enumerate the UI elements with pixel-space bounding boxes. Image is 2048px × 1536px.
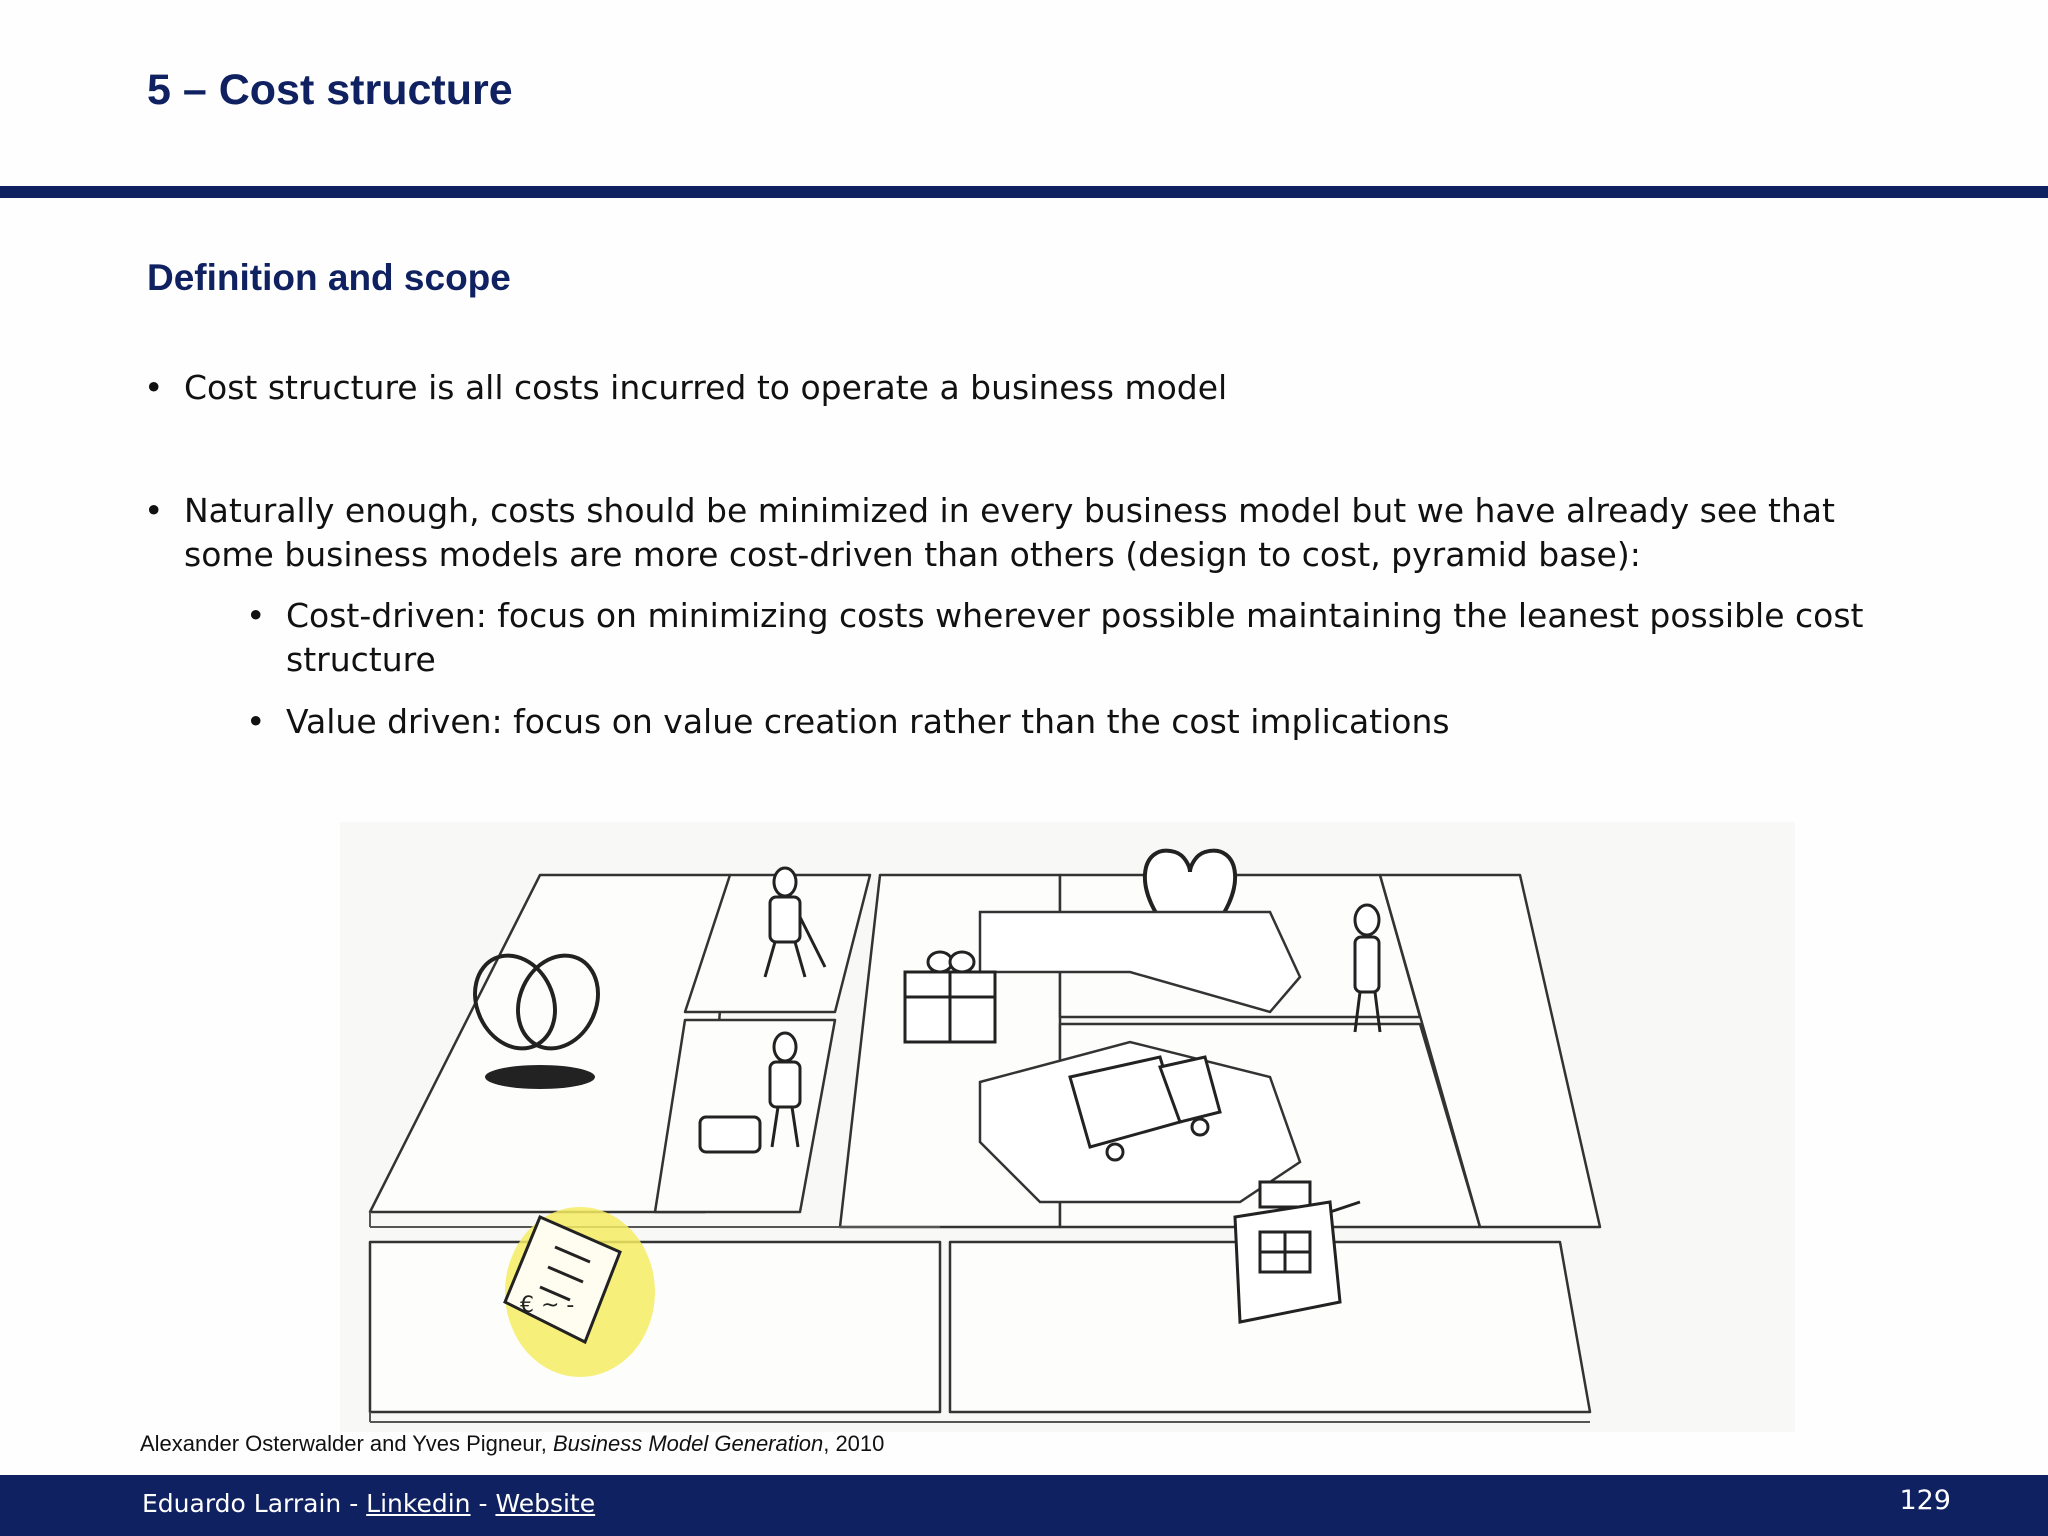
caption-authors: Alexander Osterwalder and Yves Pigneur,: [140, 1431, 553, 1456]
canvas-sketch: [340, 822, 1795, 1432]
bullet-item: [144, 489, 1904, 577]
figure-caption: [140, 1431, 884, 1457]
bullet-text: Value driven: focus on value creation rather than the cost implications: [286, 702, 1450, 741]
footer-separator: -: [470, 1489, 496, 1518]
bullet-marker: •: [246, 596, 266, 635]
caption-year: , 2010: [823, 1431, 885, 1456]
rings-shadow: [485, 1065, 595, 1089]
bullet-text: Cost structure is all costs incurred to operate a business model: [184, 368, 1228, 407]
sub-bullet-item: [246, 700, 1906, 744]
section-subtitle: Definition and scope: [147, 257, 511, 298]
website-link[interactable]: Website: [495, 1489, 596, 1518]
bullet-text: Cost-driven: focus on minimizing costs wherever possible maintaining the leanest possible cost structure: [286, 596, 1864, 679]
caption-book-title: Business Model Generation: [552, 1431, 824, 1456]
linkedin-link[interactable]: Linkedin: [366, 1489, 471, 1518]
bullet-marker: •: [246, 702, 266, 741]
bullet-text: Naturally enough, costs should be minimized in every business model but we have already see that some business models are more cost-driven than others (design to cost, pyramid base):: [184, 491, 1835, 574]
title-divider: [0, 186, 2048, 198]
bullet-item: [144, 366, 1984, 410]
business-model-canvas-illustration: [340, 822, 1795, 1432]
cost-structure-block: [370, 1242, 940, 1412]
invoice-text: € ~ -: [520, 1293, 575, 1318]
footer-credits: [142, 1489, 595, 1518]
footer-bar: [0, 1475, 2048, 1536]
slide-title: 5 – Cost structure: [147, 66, 513, 114]
footer-author: Eduardo Larrain -: [142, 1489, 367, 1518]
page-number: 129: [1899, 1485, 1951, 1516]
sub-bullet-item: [246, 594, 1906, 682]
bullet-marker: •: [144, 491, 164, 530]
bullet-marker: •: [144, 368, 164, 407]
